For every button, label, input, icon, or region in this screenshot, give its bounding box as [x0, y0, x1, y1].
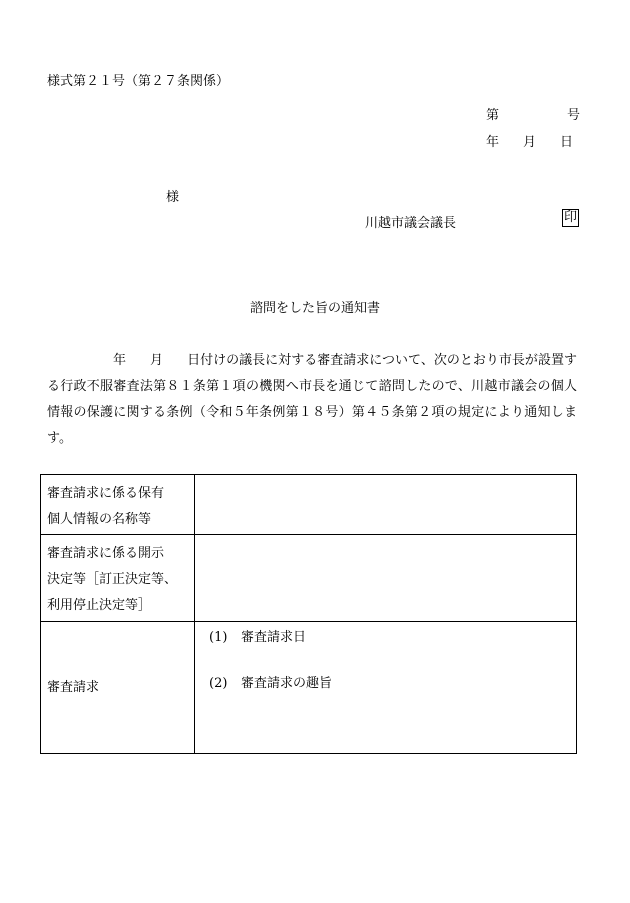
label-line: 審査請求に係る保有: [47, 486, 165, 501]
label-line: 個人情報の名称等: [47, 512, 152, 527]
document-number: [486, 104, 580, 123]
date-month: 月: [523, 135, 537, 150]
table-row: [41, 475, 577, 535]
body-month: 月: [150, 353, 164, 368]
date-year: 年: [486, 135, 500, 150]
date-day: 日: [560, 135, 574, 150]
request-item-purpose: [195, 646, 576, 692]
document-date: [486, 131, 573, 150]
seal-mark: 印: [564, 210, 578, 225]
label-line: 利用停止決定等］: [47, 598, 152, 613]
info-table: [40, 474, 577, 754]
table-row: [41, 535, 577, 622]
addressee-honorific: 様: [166, 190, 180, 205]
label-line: 決定等［訂正決定等、: [47, 572, 178, 587]
value-cell-disclosure-decision: [195, 535, 577, 622]
table-row: [41, 622, 577, 754]
document-title: 諮問をした旨の通知書: [249, 301, 380, 316]
form-number: 様式第２１号（第２７条関係）: [47, 74, 230, 89]
label-line: 審査請求に係る開示: [47, 546, 165, 561]
body-year: 年: [113, 353, 127, 368]
label-cell-request: [41, 622, 195, 754]
item-text: 審査請求の趣旨: [241, 676, 333, 691]
sender-name: 川越市議会議長: [365, 216, 457, 231]
value-cell-request: [195, 622, 577, 754]
document-number-suffix: 号: [567, 108, 581, 123]
item-number: (1): [209, 630, 228, 645]
item-number: (2): [209, 676, 228, 691]
label-cell-info-name: [41, 475, 195, 535]
body-rest: 日付けの議長に対する審査請求について、次のとおり市長が設置する行政不服審査法第８１条第１項の機関へ市長を通じて諮問したので、川越市議会の個人情報の保護に関する条例（令和５年条例第１８号）第４５条第２項の規定により通知します。: [47, 353, 577, 446]
label-cell-disclosure-decision: [41, 535, 195, 622]
document-number-prefix: 第: [486, 108, 500, 123]
request-item-date: [195, 622, 576, 646]
label-line: 審査請求: [47, 679, 100, 695]
body-paragraph: [47, 348, 577, 452]
item-text: 審査請求日: [241, 630, 307, 645]
value-cell-info-name: [195, 475, 577, 535]
